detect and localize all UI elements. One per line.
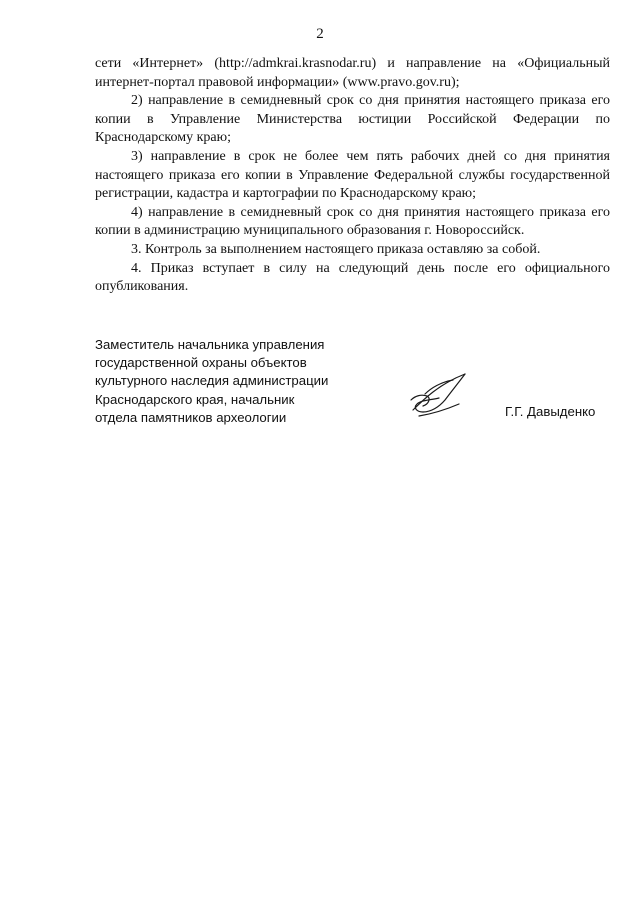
- body-paragraph: 3. Контроль за выполнением настоящего приказа оставляю за собой.: [131, 241, 541, 257]
- body-paragraph: 4) направление в семидневный срок со дня принятия настоящего приказа его копии в администрацию муниципального образования г. Новороссийск.: [95, 204, 610, 239]
- body-paragraph: 4. Приказ вступает в силу на следующий день после его официального опубликования.: [95, 260, 610, 295]
- handwritten-signature: [405, 370, 475, 418]
- body-paragraph: 3) направление в срок не более чем пять рабочих дней со дня принятия настоящего приказа его копии в Управление Федеральной службы государственной регистрации, кадастра и картографии по Краснодарскому краю;: [95, 148, 610, 202]
- signer-position-line: отдела памятников археологии: [95, 409, 287, 425]
- signer-position-line: Заместитель начальника управления: [95, 337, 325, 352]
- signer-position-line: государственной охраны объектов: [95, 355, 307, 371]
- signer-position-line: Краснодарского края, начальник: [95, 391, 295, 407]
- body-paragraph: 2) направление в семидневный срок со дня принятия настоящего приказа его копии в Управление Министерства юстиции Российской Федерации по Краснодарскому краю;: [95, 93, 610, 146]
- signer-name: Г.Г. Давыденко: [505, 404, 596, 419]
- page-number: 2: [316, 26, 324, 42]
- body-paragraph: сети «Интернет» (http://admkrai.krasnodar.ru) и направление на «Официальный интернет-портал правовой информации» (www.pravo.gov.ru);: [95, 56, 610, 90]
- signer-position: [95, 336, 328, 427]
- signer-position-line: культурного наследия администрации: [95, 373, 329, 389]
- document-body: [95, 55, 610, 297]
